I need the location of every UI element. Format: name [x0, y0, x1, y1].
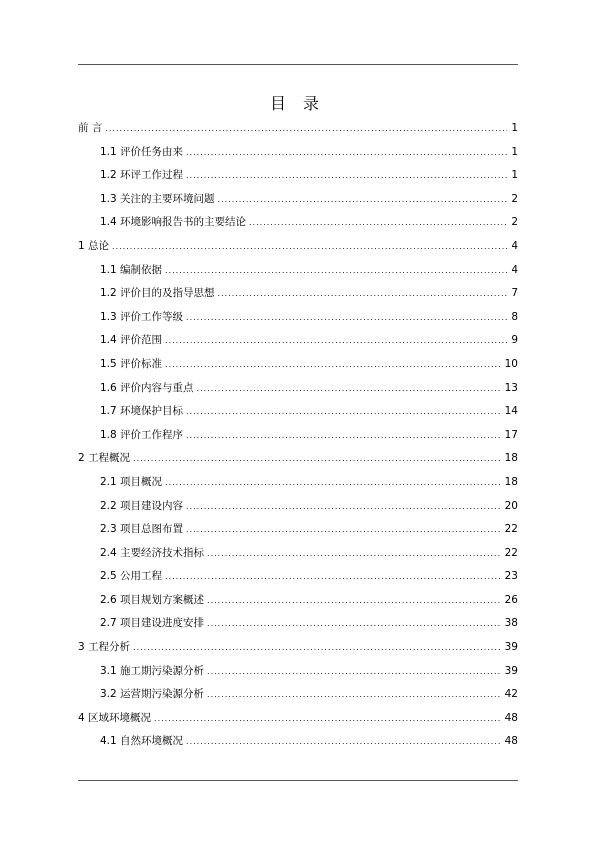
toc-entry[interactable] — [78, 613, 518, 637]
toc-entry-label: 1.1 评价任务由来 — [100, 145, 184, 158]
toc-dot-leader — [186, 497, 502, 517]
toc-entry[interactable] — [78, 212, 518, 236]
toc-dot-leader — [207, 662, 502, 682]
toc-entry[interactable] — [78, 283, 518, 307]
toc-entry-page-number: 42 — [504, 688, 518, 701]
toc-entry-label: 4 区域环境概况 — [78, 711, 152, 724]
toc-entry-page-number: 1 — [511, 169, 518, 182]
toc-dot-leader — [165, 567, 502, 587]
toc-entry[interactable] — [78, 496, 518, 520]
toc-dot-leader — [207, 544, 502, 564]
toc-entry-label: 1.4 环境影响报告书的主要结论 — [100, 216, 247, 229]
toc-entry-label: 1.7 环境保护目标 — [100, 405, 184, 418]
toc-dot-leader — [218, 190, 507, 210]
toc-dot-leader — [133, 638, 502, 658]
toc-entry-label: 2.7 项目建设进度安排 — [100, 617, 205, 630]
toc-entry-page-number: 22 — [504, 546, 518, 559]
toc-entry[interactable] — [78, 425, 518, 449]
toc-entry-label: 1.6 评价内容与重点 — [100, 381, 194, 394]
toc-dot-leader — [197, 379, 502, 399]
toc-entry-label: 2.6 项目规划方案概述 — [100, 593, 205, 606]
toc-entry[interactable] — [78, 260, 518, 284]
toc-entry-page-number: 18 — [504, 452, 518, 465]
toc-entry-label: 2.4 主要经济技术指标 — [100, 546, 205, 559]
toc-entry[interactable] — [78, 684, 518, 708]
toc-entry-page-number: 48 — [504, 735, 518, 748]
toc-entry-label: 3.2 运营期污染源分析 — [100, 688, 205, 701]
toc-entry-label: 2 工程概况 — [78, 452, 131, 465]
toc-entry[interactable] — [78, 661, 518, 685]
toc-entry[interactable] — [78, 401, 518, 425]
toc-entry-label: 3.1 施工期污染源分析 — [100, 664, 205, 677]
toc-entry-label: 1.3 关注的主要环境问题 — [100, 192, 215, 205]
toc-entry-page-number: 38 — [504, 617, 518, 630]
toc-entry-label: 2.5 公用工程 — [100, 570, 163, 583]
toc-entry-page-number: 23 — [504, 570, 518, 583]
toc-entry-label: 1.5 评价标准 — [100, 357, 163, 370]
toc-entry-page-number: 4 — [511, 263, 518, 276]
toc-dot-leader — [154, 709, 502, 729]
toc-dot-leader — [165, 331, 507, 351]
page-title: 目 录 — [269, 94, 326, 113]
toc-entry[interactable] — [78, 543, 518, 567]
toc-dot-leader — [207, 591, 502, 611]
toc-entry-label: 1.8 评价工作程序 — [100, 428, 184, 441]
table-of-contents — [78, 118, 518, 755]
toc-entry-label: 1.2 评价目的及指导思想 — [100, 287, 215, 300]
toc-dot-leader — [112, 237, 507, 257]
toc-entry[interactable] — [78, 330, 518, 354]
toc-dot-leader — [186, 166, 507, 186]
toc-entry-page-number: 1 — [511, 122, 518, 134]
toc-entry-page-number: 8 — [511, 310, 518, 323]
toc-dot-leader — [186, 520, 502, 540]
toc-entry-label: 1 总论 — [78, 239, 110, 252]
toc-entry-label: 1.1 编制依据 — [100, 263, 163, 276]
toc-entry-label: 2.1 项目概况 — [100, 475, 163, 488]
toc-dot-leader — [207, 685, 502, 705]
toc-entry-label: 前 言 — [78, 122, 103, 134]
toc-entry[interactable] — [78, 118, 518, 142]
toc-entry[interactable] — [78, 189, 518, 213]
toc-dot-leader — [207, 614, 502, 634]
toc-entry-label: 2.2 项目建设内容 — [100, 499, 184, 512]
toc-entry[interactable] — [78, 378, 518, 402]
toc-entry-page-number: 22 — [504, 523, 518, 536]
toc-entry-page-number: 48 — [504, 711, 518, 724]
toc-entry[interactable] — [78, 708, 518, 732]
toc-entry[interactable] — [78, 307, 518, 331]
header-rule — [78, 64, 518, 65]
toc-dot-leader — [165, 473, 502, 493]
toc-dot-leader — [186, 732, 502, 752]
toc-entry-page-number: 9 — [511, 334, 518, 347]
toc-entry-page-number: 2 — [511, 216, 518, 229]
toc-entry-label: 1.4 评价范围 — [100, 334, 163, 347]
toc-entry[interactable] — [78, 519, 518, 543]
toc-entry[interactable] — [78, 590, 518, 614]
toc-entry[interactable] — [78, 472, 518, 496]
toc-dot-leader — [249, 213, 507, 233]
toc-entry-page-number: 14 — [504, 405, 518, 418]
toc-entry-page-number: 39 — [504, 664, 518, 677]
toc-entry-page-number: 26 — [504, 593, 518, 606]
toc-entry[interactable] — [78, 448, 518, 472]
toc-entry-page-number: 18 — [504, 475, 518, 488]
toc-entry-page-number: 13 — [504, 381, 518, 394]
toc-entry[interactable] — [78, 354, 518, 378]
toc-dot-leader — [186, 426, 502, 446]
toc-dot-leader — [133, 449, 502, 469]
toc-dot-leader — [186, 308, 507, 328]
toc-entry-label: 1.3 评价工作等级 — [100, 310, 184, 323]
toc-entry-page-number: 2 — [511, 192, 518, 205]
toc-dot-leader — [165, 261, 507, 281]
toc-dot-leader — [186, 402, 502, 422]
toc-entry-page-number: 39 — [504, 641, 518, 654]
toc-dot-leader — [165, 355, 502, 375]
toc-entry[interactable] — [78, 566, 518, 590]
toc-entry-label: 3 工程分析 — [78, 641, 131, 654]
toc-dot-leader — [186, 143, 507, 163]
footer-rule — [78, 780, 518, 781]
toc-entry-page-number: 7 — [511, 287, 518, 300]
toc-entry[interactable] — [78, 731, 518, 755]
toc-entry-label: 2.3 项目总图布置 — [100, 523, 184, 536]
toc-entry-page-number: 4 — [511, 239, 518, 252]
toc-entry[interactable] — [78, 142, 518, 166]
toc-dot-leader — [105, 119, 507, 139]
toc-entry-page-number: 1 — [511, 145, 518, 158]
toc-entry-page-number: 20 — [504, 499, 518, 512]
toc-entry[interactable] — [78, 637, 518, 661]
toc-entry[interactable] — [78, 165, 518, 189]
toc-entry-page-number: 17 — [504, 428, 518, 441]
toc-dot-leader — [218, 284, 507, 304]
toc-entry-label: 1.2 环评工作过程 — [100, 169, 184, 182]
toc-entry-label: 4.1 自然环境概况 — [100, 735, 184, 748]
toc-entry[interactable] — [78, 236, 518, 260]
toc-entry-page-number: 10 — [504, 357, 518, 370]
